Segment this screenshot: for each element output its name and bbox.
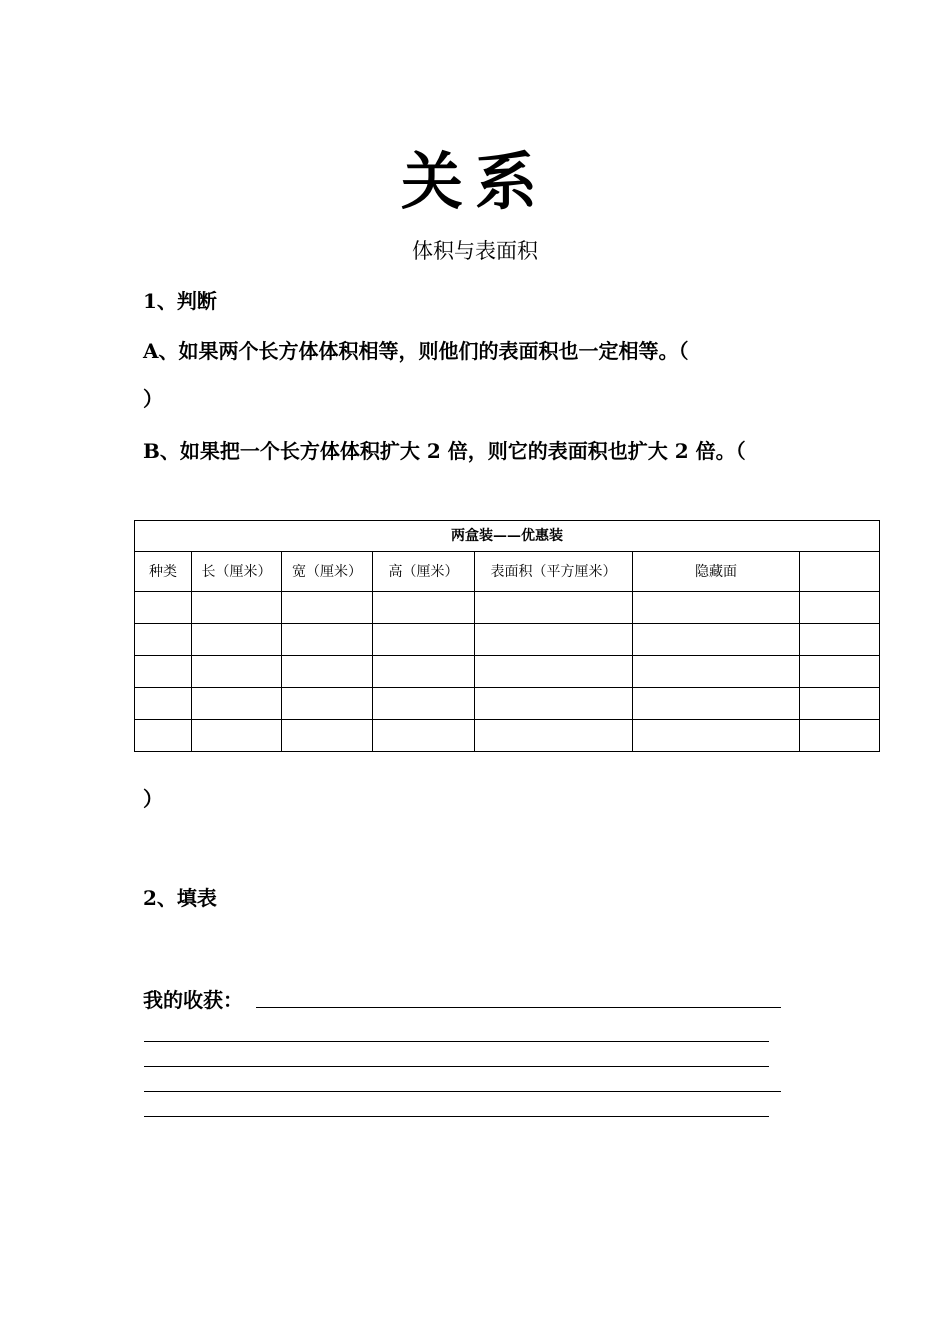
- data-table: [134, 520, 880, 752]
- table-cell[interactable]: [633, 688, 800, 720]
- table-cell[interactable]: [135, 592, 192, 624]
- table-cell[interactable]: [633, 592, 800, 624]
- table-cell[interactable]: [475, 656, 633, 688]
- harvest-answer-line[interactable]: [144, 1116, 769, 1117]
- table-cell[interactable]: [475, 592, 633, 624]
- question-1a-close-paren: ）: [143, 387, 163, 411]
- column-header-surface-area: 表面积（平方厘米）: [475, 552, 633, 592]
- table-cell[interactable]: [192, 592, 282, 624]
- column-header-width: 宽（厘米）: [282, 552, 373, 592]
- question-1b-close-paren: ）: [143, 787, 163, 811]
- harvest-answer-line[interactable]: [256, 1007, 781, 1008]
- page-subtitle: 体积与表面积: [412, 239, 538, 263]
- table-cell[interactable]: [135, 688, 192, 720]
- column-header-extra: [800, 552, 880, 592]
- table-cell[interactable]: [373, 592, 475, 624]
- column-header-hidden-face: 隐藏面: [633, 552, 800, 592]
- question-1-heading: 1、判断: [143, 289, 217, 313]
- table-cell[interactable]: [475, 624, 633, 656]
- table-cell[interactable]: [800, 656, 880, 688]
- column-header-type: 种类: [135, 552, 192, 592]
- table-cell[interactable]: [192, 688, 282, 720]
- harvest-answer-line[interactable]: [144, 1066, 769, 1067]
- table-cell[interactable]: [373, 688, 475, 720]
- table-cell[interactable]: [135, 624, 192, 656]
- harvest-label: 我的收获：: [143, 988, 243, 1012]
- table-cell[interactable]: [373, 656, 475, 688]
- harvest-answer-line[interactable]: [144, 1091, 781, 1092]
- table-cell[interactable]: [373, 624, 475, 656]
- table-cell[interactable]: [475, 688, 633, 720]
- table-cell[interactable]: [633, 720, 800, 752]
- table-cell[interactable]: [282, 624, 373, 656]
- table-cell[interactable]: [192, 656, 282, 688]
- table-cell[interactable]: [373, 720, 475, 752]
- table-caption: 两盒装——优惠装: [135, 521, 880, 552]
- table-cell[interactable]: [192, 720, 282, 752]
- table-row: [135, 720, 880, 752]
- table-cell[interactable]: [800, 624, 880, 656]
- table-cell[interactable]: [800, 592, 880, 624]
- question-1b-text: B、如果把一个长方体体积扩大 2 倍，则它的表面积也扩大 2 倍。（: [143, 439, 746, 463]
- table-cell[interactable]: [800, 720, 880, 752]
- table-cell[interactable]: [633, 624, 800, 656]
- column-header-length: 长（厘米）: [192, 552, 282, 592]
- table-cell[interactable]: [282, 656, 373, 688]
- table-row: [135, 688, 880, 720]
- table-cell[interactable]: [192, 624, 282, 656]
- question-1a-text: A、如果两个长方体体积相等，则他们的表面积也一定相等。（: [143, 339, 689, 363]
- table-header-row: [135, 552, 880, 592]
- table-cell[interactable]: [633, 656, 800, 688]
- table-cell[interactable]: [282, 688, 373, 720]
- table-cell[interactable]: [475, 720, 633, 752]
- column-header-height: 高（厘米）: [373, 552, 475, 592]
- table-row: [135, 656, 880, 688]
- table-cell[interactable]: [135, 720, 192, 752]
- table-cell[interactable]: [282, 720, 373, 752]
- table-cell[interactable]: [135, 656, 192, 688]
- table-row: [135, 624, 880, 656]
- question-2-heading: 2、填表: [143, 886, 217, 910]
- table-cell[interactable]: [800, 688, 880, 720]
- table-cell[interactable]: [282, 592, 373, 624]
- harvest-answer-line[interactable]: [144, 1041, 769, 1042]
- page-title: 关系: [400, 145, 549, 218]
- table-row: [135, 592, 880, 624]
